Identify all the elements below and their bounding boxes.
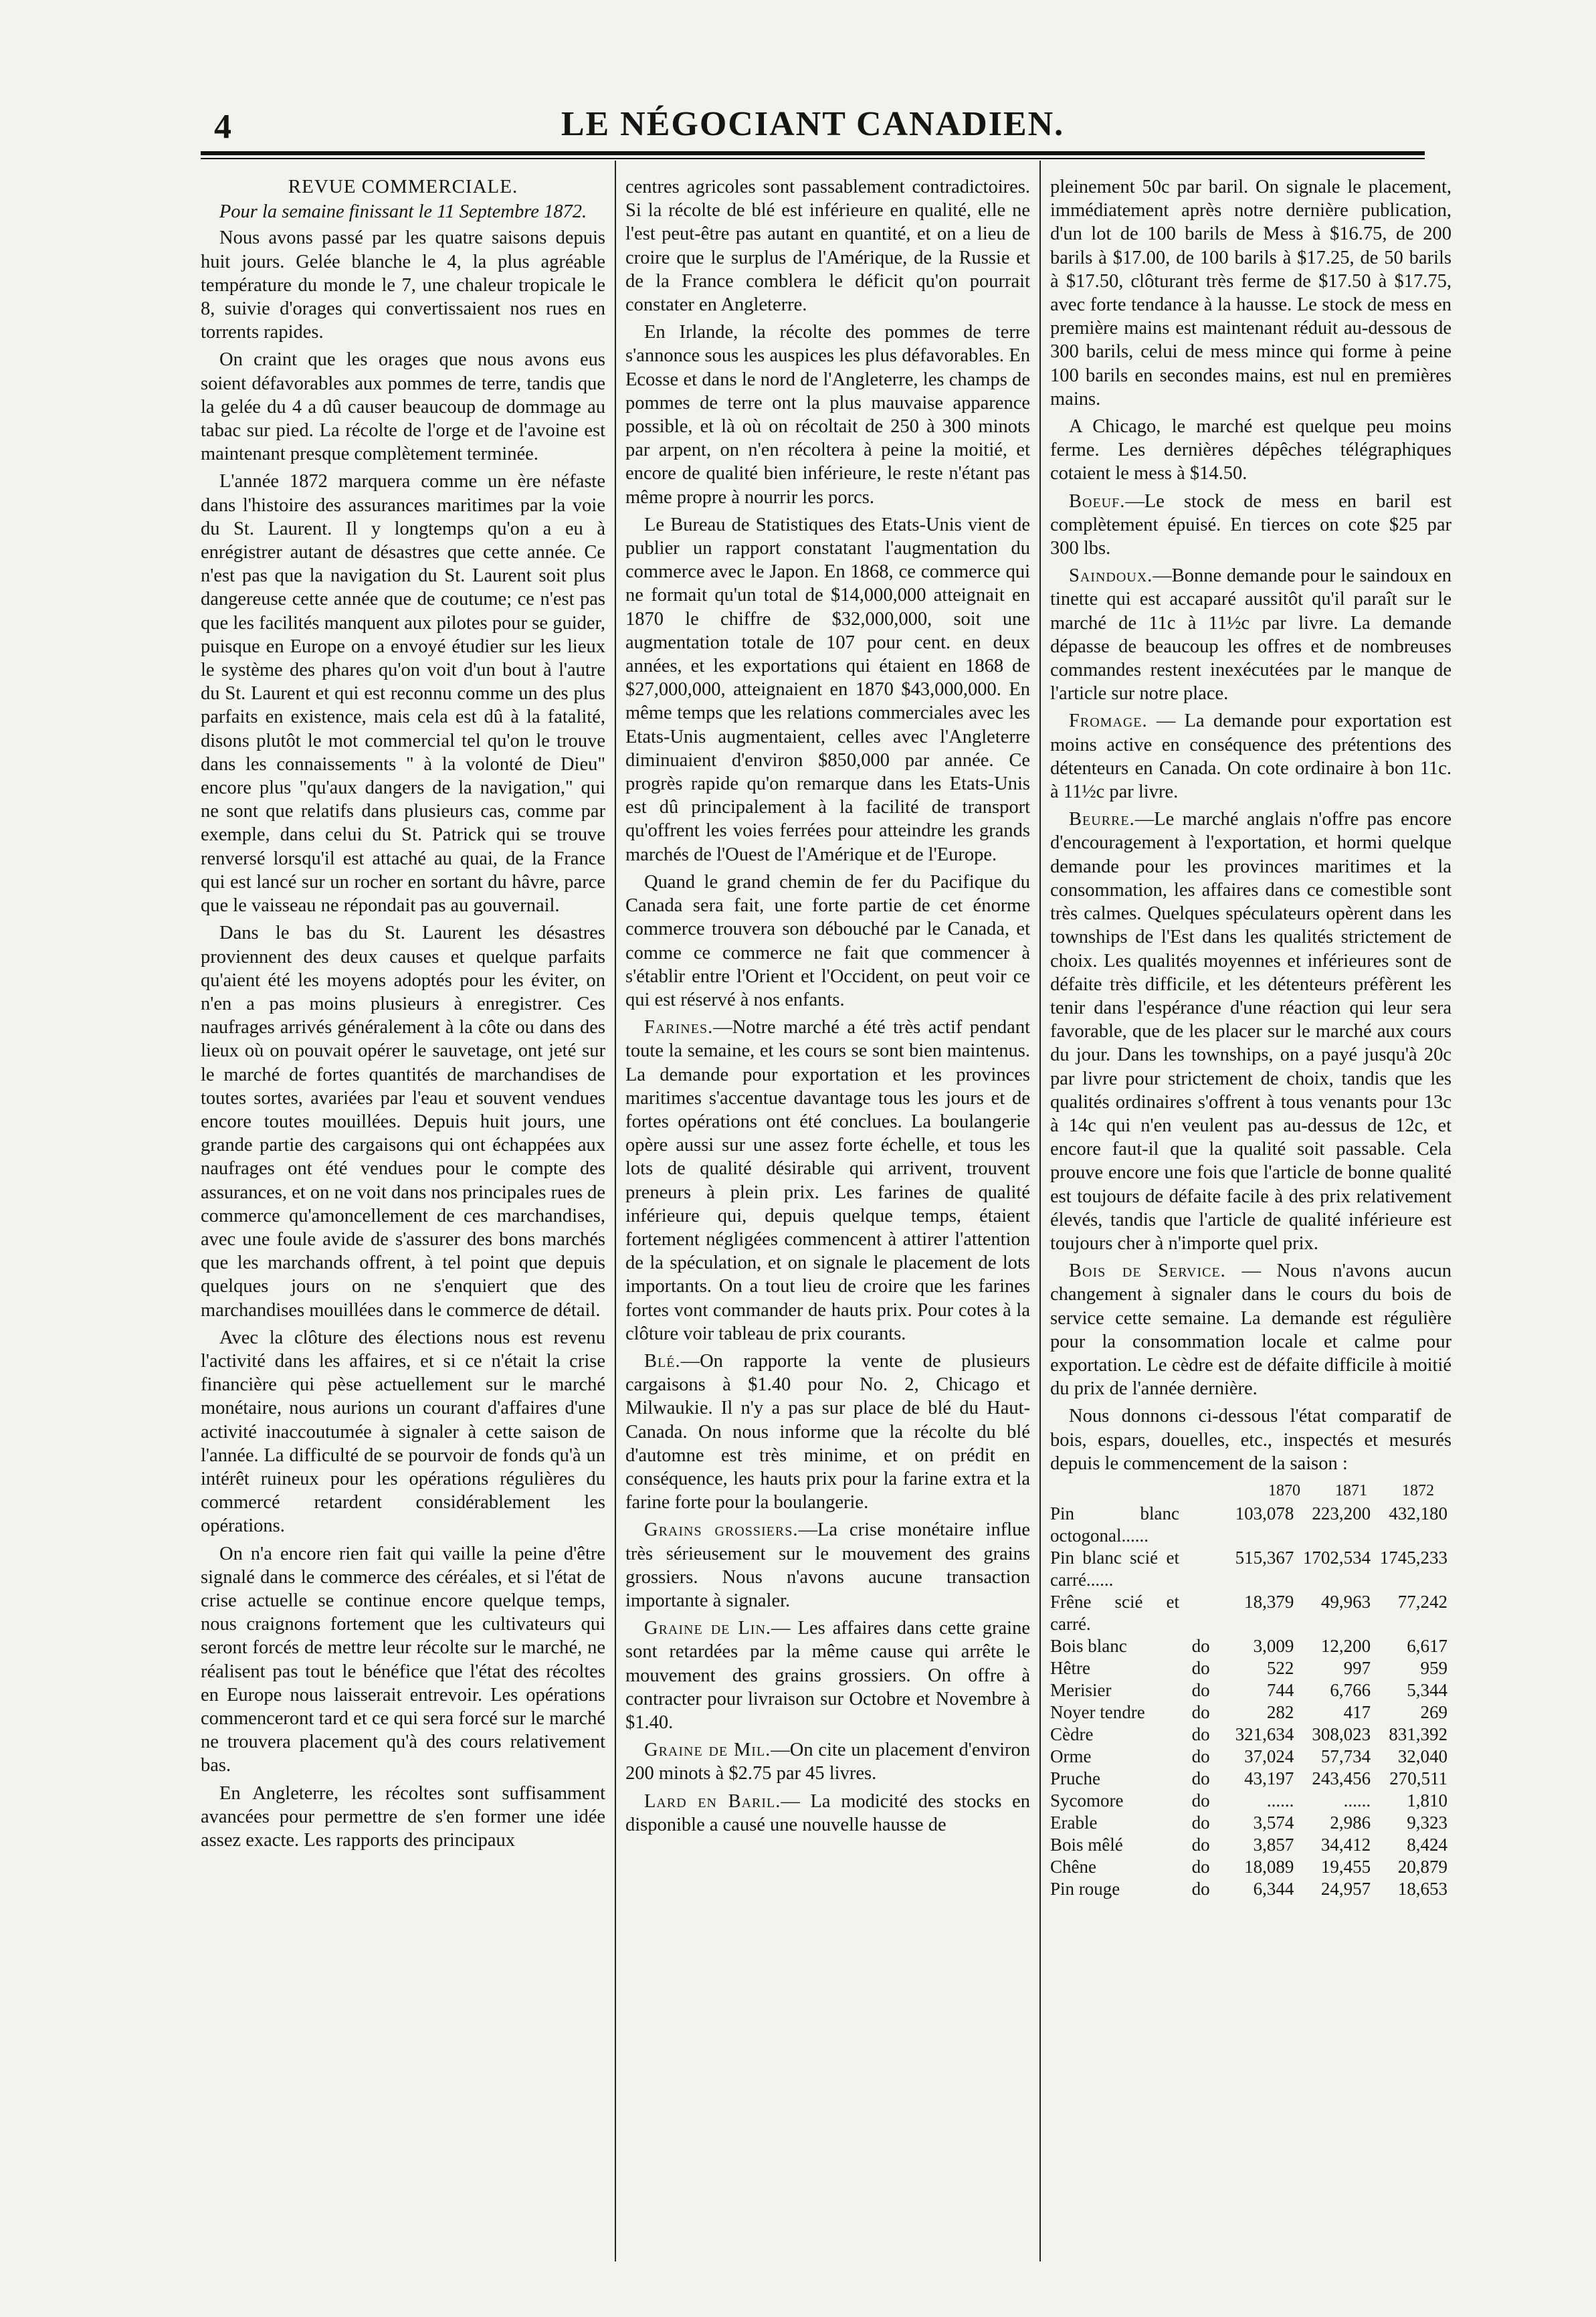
table-row [1050, 1701, 1452, 1724]
wood-name: Cèdre [1050, 1724, 1094, 1745]
value-cell: 18,653 [1397, 1879, 1448, 1899]
wood-name: Bois blanc [1050, 1636, 1127, 1657]
unit-cell: do [1191, 1813, 1210, 1833]
table-intro: Nous donnons ci-dessous l'état comparatif de bois, espars, douelles, etc., inspectés et mesurés depuis le commencement de la saison : [1050, 1406, 1452, 1474]
market-item-label: Fromage. [1069, 711, 1148, 732]
value-cell: 77,242 [1397, 1592, 1448, 1612]
value-cell: 831,392 [1389, 1724, 1448, 1745]
market-item [625, 1738, 1030, 1785]
market-item-label: Blé. [644, 1350, 681, 1372]
market-item-label: Saindoux. [1069, 565, 1153, 587]
paragraph: A Chicago, le marché est quelque peu moins ferme. Les dernières dépêches télégraphiques cotaient le mess à $14.50. [1050, 416, 1452, 484]
column-divider [1039, 161, 1041, 2261]
wood-name: Bois mêlé [1050, 1835, 1123, 1855]
value-cell: 223,200 [1312, 1503, 1371, 1524]
market-item [1050, 709, 1452, 804]
value-cell: 1702,534 [1302, 1548, 1371, 1568]
value-cell: 282 [1266, 1702, 1294, 1723]
value-cell: 34,412 [1320, 1835, 1371, 1855]
market-item-text: — La demande pour exportation est moins active en conséquence des prétentions des détenteurs en Canada. On cote ordinaire à bon 11c. à 11½c par livre. [1050, 711, 1452, 803]
value-cell: 522 [1266, 1658, 1294, 1679]
column-2 [625, 175, 1030, 1841]
unit-cell: do [1191, 1636, 1210, 1657]
value-cell: 417 [1343, 1702, 1371, 1723]
market-item-text: — Les affaires dans cette graine sont retardées par la même cause qui arrête le mouvement des grains grossiers. On offre à contracter pour livraison sur Octobre et Novembre à $1.40. [625, 1618, 1030, 1733]
year-label: 1870 [1268, 1481, 1300, 1499]
value-cell: 57,734 [1320, 1746, 1371, 1767]
market-item [1050, 1259, 1452, 1400]
value-cell: 269 [1420, 1702, 1448, 1723]
header-rule-thin [201, 158, 1425, 159]
value-cell: 270,511 [1389, 1768, 1448, 1789]
unit-cell: do [1191, 1879, 1210, 1899]
page-number: 4 [214, 108, 231, 146]
wood-name: Orme [1050, 1746, 1092, 1767]
value-cell: 43,197 [1244, 1768, 1294, 1789]
table-row [1050, 1635, 1452, 1657]
paragraph: Le Bureau de Statistiques des Etats-Unis vient de publier un rapport constatant l'augmentation du commerce avec le Japon. En 1868, ce commerce qui ne formait qu'un total de $14,000,000 atteignait en 1870 le chiffre de $32,000,000, soit une augmentation totale de 107 pour cent. en deux années, et les exportations qui étaient en 1868 de $27,000,000, atteignaient en 1870 $43,000,000. En même temps que les relations commerciales avec les Etats-Unis augmentaient, celles avec l'Angleterre diminuaient d'environ $850,000 par année. Ce progrès rapide qu'on remarque dans les Etats-Unis est dû principalement à la facilité de transport qu'offrent les voies ferrées pour atteindre les grands marchés de l'Ouest de l'Amérique et de l'Europe. [625, 514, 1030, 865]
value-cell: 321,634 [1235, 1724, 1294, 1745]
value-cell: 744 [1266, 1680, 1294, 1701]
wood-name: Pin blanc octogonal...... [1050, 1503, 1179, 1546]
value-cell: 959 [1420, 1658, 1448, 1679]
market-item-label: Graine de Lin. [644, 1618, 772, 1639]
market-item-label: Beurre. [1069, 809, 1135, 830]
paragraph: On n'a encore rien fait qui vaille la peine d'être signalé dans le commerce des céréales, et si l'état de crise actuelle se continue encore quelque temps, nous craignons fortement que les cultivateurs qui seront forcés de mettre leur récolte sur le marché, ne réalisent pas tout le bénéfice que l'état des récoltes en Europe nous laisserait entrevoir. Les opérations commenceront tard et ce qui sera forcé sur le marché ne trouvera placement qu'à des cours relativement bas. [201, 1543, 605, 1776]
market-item-label: Farines. [644, 1017, 714, 1038]
unit-cell [1179, 1547, 1222, 1591]
market-item-text: —Bonne demande pour le saindoux en tinette qui est accaparé aussitôt qu'il paraît sur le marché de 11c à 11½c par livre. La demande dépasse de beaucoup les offres et de nombreuses commandes restent inexécutées par le manque de l'article sur notre place. [1050, 565, 1452, 705]
unit-cell: do [1191, 1746, 1210, 1767]
table-row [1050, 1790, 1452, 1812]
value-cell: ...... [1343, 1790, 1371, 1811]
value-cell: 6,617 [1407, 1636, 1448, 1657]
page-header [201, 100, 1425, 154]
value-cell: 308,023 [1312, 1724, 1371, 1745]
market-item-text: —On rapporte la vente de plusieurs cargaisons à $1.40 pour No. 2, Chicago et Milwaukie. Il n'y a pas sur place de blé du Haut-Canada. On nous informe que la récolte du blé d'automne est très minime, et on prédit en conséquence, les hauts prix pour la farine extra et la farine forte pour la boulangerie. [625, 1350, 1030, 1513]
market-item-text: —Le stock de mess en baril est complètement épuisé. En tierces on cote $25 par 300 lbs. [1050, 490, 1452, 559]
table-row [1050, 1724, 1452, 1746]
market-item [625, 1790, 1030, 1837]
value-cell: 24,957 [1320, 1879, 1371, 1899]
unit-cell: do [1191, 1835, 1210, 1855]
column-3 [1050, 175, 1452, 1900]
newspaper-title: LE NÉGOCIANT CANADIEN. [561, 105, 1065, 143]
value-cell: 12,200 [1320, 1636, 1371, 1657]
paragraph: pleinement 50c par baril. On signale le placement, immédiatement après notre dernière publication, d'un lot de 100 barils de Mess à $16.75, de 200 barils à $17.00, de 100 barils à $17.25, de 50 barils à $17.50, clôturant très ferme de $17.50 à $17.75, avec forte tendance à la hausse. Le stock de mess en première mains est maintenant réduit au-dessous de 300 barils, celui de mess mince qui forme à peine 100 barils en secondes mains, est nul en premières mains. [1050, 177, 1452, 409]
market-item-text: —Le marché anglais n'offre pas encore d'encouragement à l'exportation, et hormi quelque demande pour les provinces maritimes et la consommation, les affaires dans ce comestible sont très calmes. Quelques spéculateurs opèrent dans les townships de l'Est dans les qualités strictement de choix. Les qualités moyennes et inférieures sont de défaite très difficile, et les détenteurs préfèrent les tenir dans l'espérance d'une réaction qui leur sera favorable, que de les placer sur le marché aux cours du jour. Dans les townships, on a payé jusqu'à 20c par livre pour strictement de choix, tandis que les qualités ordinaires s'offrent à tous venants pour 13c à 14c qui n'en veulent pas au-dessus de 12c, et encore faut-il que la qualité soit passable. Cela prouve encore une fois que l'article de bonne qualité est toujours de défaite facile à des prix relativement élevés, tandis que l'article de qualité inférieure est toujours cher à n'importe quel prix. [1050, 809, 1452, 1254]
value-cell: 18,379 [1244, 1592, 1294, 1612]
paragraph: centres agricoles sont passablement contradictoires. Si la récolte de blé est inférieure en qualité, elle ne l'est peut-être pas autant en quantité, et on a lieu de croire que le surplus de l'Amérique, de la Russie et de la France comblera le déficit qu'on pourrait constater en Angleterre. [625, 177, 1030, 316]
year-label: 1872 [1402, 1481, 1434, 1499]
unit-cell: do [1191, 1702, 1210, 1723]
market-item-label: Bois de Service. [1069, 1261, 1226, 1282]
paragraph: En Angleterre, les récoltes sont suffisamment avancées pour permettre de s'en former une idée assez exacte. Les rapports des principaux [201, 1782, 605, 1851]
section-subheading: Pour la semaine finissant le 11 Septembre 1872. [219, 201, 587, 223]
unit-cell: do [1191, 1857, 1210, 1877]
value-cell: 103,078 [1235, 1503, 1294, 1524]
table-row [1050, 1657, 1452, 1679]
market-item-label: Lard en Baril. [644, 1790, 781, 1812]
value-cell: 243,456 [1312, 1768, 1371, 1789]
header-rule-thick [201, 151, 1425, 155]
wood-name: Pruche [1050, 1768, 1100, 1789]
column-divider [615, 161, 616, 2261]
value-cell: 2,986 [1330, 1813, 1371, 1833]
market-item [1050, 490, 1452, 561]
value-cell: 6,766 [1330, 1680, 1371, 1701]
market-item [625, 1016, 1030, 1346]
wood-name: Chêne [1050, 1857, 1096, 1877]
unit-cell [1179, 1503, 1222, 1547]
value-cell: ...... [1266, 1790, 1294, 1811]
value-cell: 515,367 [1235, 1548, 1294, 1568]
value-cell: 432,180 [1389, 1503, 1448, 1524]
value-cell: 997 [1343, 1658, 1371, 1679]
value-cell: 5,344 [1407, 1680, 1448, 1701]
market-item [625, 1518, 1030, 1612]
value-cell: 19,455 [1320, 1857, 1371, 1877]
table-row [1050, 1834, 1452, 1856]
wood-name: Hêtre [1050, 1658, 1090, 1679]
market-item-text: —La crise monétaire influe très sérieusement sur le mouvement des grains grossiers. Nous n'avons aucune transaction importante à signaler. [625, 1519, 1030, 1611]
table-row [1050, 1812, 1452, 1834]
market-item-text: — Nous n'avons aucun changement à signaler dans le cours du bois de service cette semaine. La demande est régulière pour la consommation locale et calme pour exportation. Le cèdre est de défaite difficile à moitié du prix de l'année dernière. [1050, 1261, 1452, 1400]
table-row [1050, 1878, 1452, 1900]
value-cell: 8,424 [1407, 1835, 1448, 1855]
wood-name: Pin blanc scié et carré...... [1050, 1548, 1179, 1590]
value-cell: 18,089 [1244, 1857, 1294, 1877]
market-item [1050, 808, 1452, 1255]
value-cell: 1,810 [1407, 1790, 1448, 1811]
paragraph: Quand le grand chemin de fer du Pacifique du Canada sera fait, une forte partie de cet énorme commerce trouvera son débouché par le Canada, et comme ce commerce ne fait que commencer à s'établir entre l'Orient et l'Occident, on peut voir ce qui est réservé à nos enfants. [625, 871, 1030, 1010]
unit-cell: do [1191, 1790, 1210, 1811]
lumber-table [1050, 1503, 1452, 1900]
value-cell: 49,963 [1320, 1592, 1371, 1612]
unit-cell: do [1191, 1724, 1210, 1745]
wood-name: Merisier [1050, 1680, 1112, 1701]
value-cell: 37,024 [1244, 1746, 1294, 1767]
market-item [625, 1616, 1030, 1734]
column-1 [201, 175, 605, 1856]
market-item-label: Boeuf. [1069, 490, 1126, 512]
market-item-label: Graine de Mil. [644, 1740, 771, 1761]
market-item-text: —On cite un placement d'environ 200 minots à $2.75 par 45 livres. [625, 1740, 1030, 1784]
table-row [1050, 1746, 1452, 1768]
value-cell: 20,879 [1397, 1857, 1448, 1877]
section-heading: REVUE COMMERCIALE. [288, 176, 518, 197]
value-cell: 6,344 [1253, 1879, 1294, 1899]
wood-name: Sycomore [1050, 1790, 1124, 1811]
wood-name: Pin rouge [1050, 1879, 1120, 1899]
market-item [1050, 564, 1452, 705]
table-row [1050, 1856, 1452, 1878]
value-cell: 3,009 [1253, 1636, 1294, 1657]
unit-cell: do [1191, 1658, 1210, 1679]
market-item-text: — La modicité des stocks en disponible a causé une nouvelle hausse de [625, 1790, 1030, 1835]
wood-name: Erable [1050, 1813, 1098, 1833]
table-row [1050, 1547, 1452, 1591]
value-cell: 3,574 [1253, 1813, 1294, 1833]
unit-cell [1179, 1591, 1222, 1635]
paragraph: Avec la clôture des élections nous est revenu l'activité dans les affaires, et si ce n'était la crise financière qui pèse actuellement sur le marché monétaire, nous aurions un courant d'affaires d'une activité inaccoutumée à signaler à cette saison de l'année. La difficulté de se pourvoir de fonds qu'à un intérêt ruineux pour les opérations régulières du commercé retardent considérablement les opérations. [201, 1327, 605, 1537]
year-label: 1871 [1335, 1481, 1367, 1499]
value-cell: 9,323 [1407, 1813, 1448, 1833]
market-item-label: Grains grossiers. [644, 1519, 799, 1541]
table-row [1050, 1768, 1452, 1790]
table-row [1050, 1591, 1452, 1635]
wood-name: Frêne scié et carré. [1050, 1592, 1179, 1635]
unit-cell: do [1191, 1768, 1210, 1789]
paragraph: En Irlande, la récolte des pommes de terre s'annonce sous les auspices les plus défavorables. En Ecosse et dans le nord de l'Angleterre, les champs de pommes de terre ont la plus mauvaise apparence possible, et là où on récoltait de 250 à 300 minots par arpent, on n'en récoltera à peine la moitié, et encore de qualité bien inférieure, le reste n'étant pas même propre à nourrir les porcs. [625, 322, 1030, 508]
table-year-header [1050, 1479, 1452, 1503]
paragraph: Dans le bas du St. Laurent les désastres proviennent des deux causes et quelque parfaits qu'aient été les moyens adoptés pour les éviter, on n'en a pas moins plusieurs à enregistrer. Ces naufrages arrivés généralement à la côte ou dans des lieux où on pouvait opérer le sauvetage, ont jeté sur le marché de fortes quantités de marchandises de toutes sortes, avariées par l'eau et souvent vendues encore toutes mouillées. Depuis huit jours, une grande partie des cargaisons qui ont échappées aux naufrages ont été vendues pour le compte des assurances, et on ne voit dans nos principales rues de commerce qu'amoncellement de ces marchandises, avec une foule avide de s'assurer des bons marchés que les marchands offrent, à tel point que depuis quelques jours on ne s'enquiert que des marchandises mouillées dans le commerce de détail. [201, 923, 605, 1321]
unit-cell: do [1191, 1680, 1210, 1701]
paragraph: On craint que les orages que nous avons eus soient défavorables aux pommes de terre, tandis que la gelée du 4 a dû causer beaucoup de dommage au tabac sur pied. La récolte de l'orge et de l'avoine est maintenant presque complètement terminée. [201, 349, 605, 465]
paragraph: Nous avons passé par les quatre saisons depuis huit jours. Gelée blanche le 4, la plus agréable température du monde le 7, une chaleur tropicale le 8, suivie d'orages qui convertissaient nos rues en torrents rapides. [201, 227, 605, 343]
value-cell: 32,040 [1397, 1746, 1448, 1767]
value-cell: 3,857 [1253, 1835, 1294, 1855]
market-item-text: —Notre marché a été très actif pendant toute la semaine, et les cours se sont bien maintenus. La demande pour exportation et les provinces maritimes s'accentue davantage tous les jours et de fortes opérations ont été conclues. La boulangerie opère aussi sur une assez forte échelle, et tous les lots de qualité désirable qui arrivent, trouvent preneurs à plein prix. Les farines de qualité inférieure qui, depuis quelque temps, étaient fortement négligées commencent à attirer l'attention de la spéculation, et on signale le placement de lots importants. On a tout lieu de croire que les farines fortes vont commander de hauts prix. Pour cotes à la clôture voir tableau de prix courants. [625, 1017, 1030, 1344]
table-row [1050, 1679, 1452, 1701]
paragraph: L'année 1872 marquera comme un ère néfaste dans l'histoire des assurances maritimes par la voie du St. Laurent. Il y longtemps qu'on a eu à enrégistrer autant de désastres que cette année. Ce n'est pas que la navigation du St. Laurent soit plus dangereuse cette année que de coutume; ce n'est pas que les facilités manquent aux pilotes pour se guider, puisque en Europe on a envoyé étudier sur les lieux le système des phares qu'on voit d'un bout à l'autre du St. Laurent et qui est reconnu comme un des plus parfaits en existence, mais cela est dû à la fatalité, disons plutôt le mot commercial tel qu'on le trouve dans les connaissements " à la volonté de Dieu" encore plus "qu'aux dangers de la navigation," qui ne sont que relatifs dans plusieurs cas, comme par exemple, dans celui du St. Patrick qui se trouve renversé lorsqu'il est attaché au quai, de la France qui est lancé sur un rocher en sortant du hâvre, parce que le vaisseau ne répondait pas au gouvernail. [201, 471, 605, 917]
wood-name: Noyer tendre [1050, 1702, 1145, 1723]
market-item [625, 1350, 1030, 1514]
value-cell: 1745,233 [1379, 1548, 1448, 1568]
table-row [1050, 1503, 1452, 1547]
